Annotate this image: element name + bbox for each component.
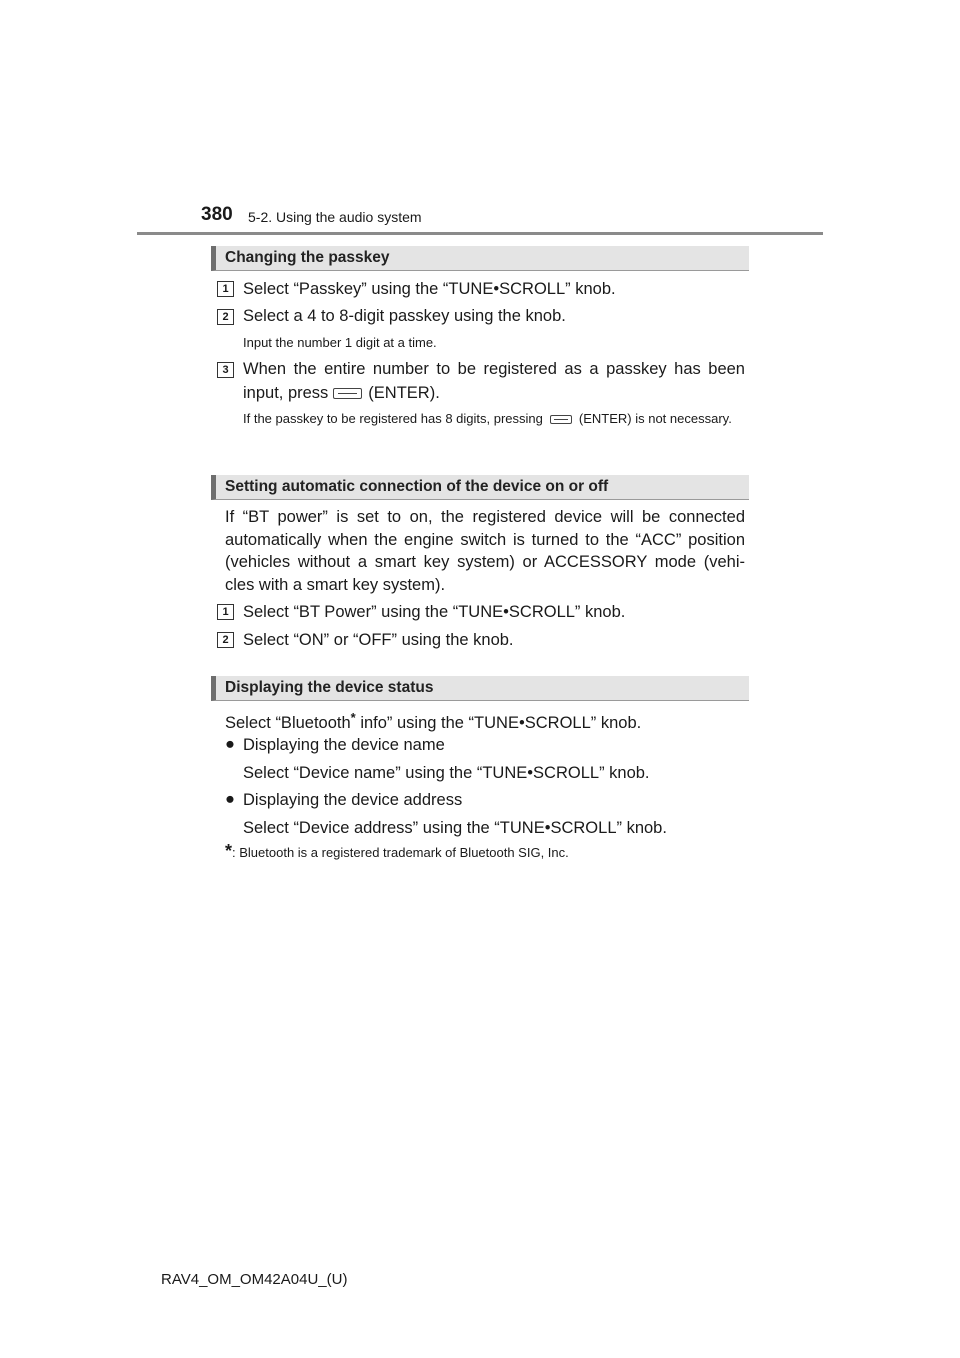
bullet-label: Displaying the device address <box>243 791 463 809</box>
section-path: 5-2. Using the audio system <box>248 209 422 225</box>
step-number-badge: 2 <box>217 632 234 648</box>
footnote-text: : Bluetooth is a registered trademark of Bluetooth SIG, Inc. <box>232 845 569 860</box>
step-note: Input the number 1 digit at a time. <box>243 335 437 350</box>
step-text: Select “ON” or “OFF” using the knob. <box>243 631 514 649</box>
note-text-before: If the passkey to be registered has 8 digits, pressing <box>243 411 543 426</box>
footnote <box>225 840 569 864</box>
section-title: Displaying the device status <box>225 679 434 696</box>
document-code: RAV4_OM_OM42A04U_(U) <box>161 1271 348 1288</box>
bullet-icon: ● <box>225 735 235 753</box>
section-title: Setting automatic connection of the device on or off <box>225 478 609 495</box>
step-number-badge: 1 <box>217 604 234 620</box>
bullet-detail: Select “Device address” using the “TUNE•SCROLL” knob. <box>243 819 667 837</box>
enter-key-icon <box>550 415 572 424</box>
section-intro: If “BT power” is set to on, the registered device will be connected automatically when the engine switch is turned to the “ACC” position (vehicles without a smart key system) or ACCESSORY mode (vehi-cles with a smart key system). <box>225 508 745 595</box>
step-text-after: (ENTER). <box>368 384 440 402</box>
section-heading-device-status <box>211 676 749 701</box>
step-number-badge: 3 <box>217 362 234 378</box>
enter-key-icon <box>333 388 362 399</box>
footnote-mark: * <box>225 841 233 861</box>
section-title: Changing the passkey <box>225 249 390 266</box>
header-rule <box>137 232 823 235</box>
step-note-enter <box>243 408 745 430</box>
intro-text-before: Select “Bluetooth <box>225 714 351 732</box>
asterisk-mark: * <box>350 710 356 725</box>
note-text-after: (ENTER) is not necessary. <box>578 411 732 426</box>
step-text: Select “Passkey” using the “TUNE•SCROLL” knob. <box>243 280 616 298</box>
intro-text-after: info” using the “TUNE•SCROLL” knob. <box>355 714 642 732</box>
section-heading-auto-connection <box>211 475 749 500</box>
step-text-enter <box>243 357 745 405</box>
bullet-detail: Select “Device name” using the “TUNE•SCROLL” knob. <box>243 764 650 782</box>
step-text-before: When the entire number to be registered as a passkey has been input, press <box>243 360 745 402</box>
step-text: Select a 4 to 8-digit passkey using the knob. <box>243 307 566 325</box>
step-number-badge: 2 <box>217 309 234 325</box>
step-text: Select “BT Power” using the “TUNE•SCROLL” knob. <box>243 603 626 621</box>
bullet-icon: ● <box>225 790 235 808</box>
section-heading-changing-passkey <box>211 246 749 271</box>
section-intro <box>225 706 641 735</box>
page-number: 380 <box>201 204 233 225</box>
bullet-label: Displaying the device name <box>243 736 445 754</box>
step-number-badge: 1 <box>217 281 234 297</box>
